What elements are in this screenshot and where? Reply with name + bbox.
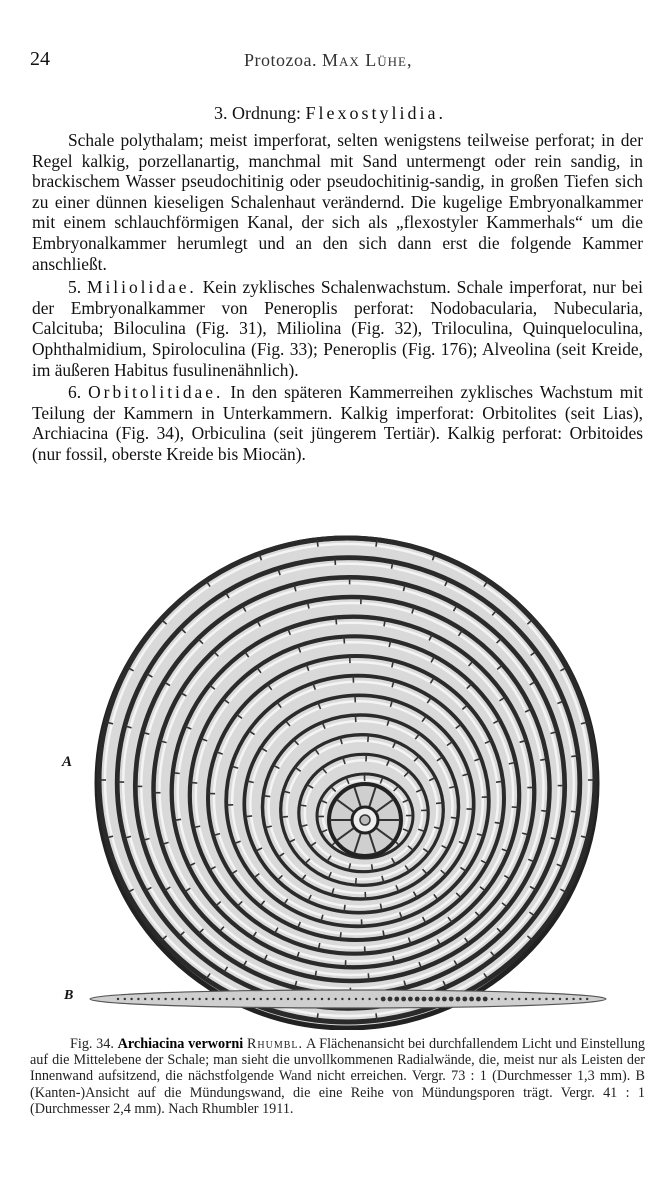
- radial-wall: [263, 796, 270, 797]
- running-head: [30, 48, 630, 72]
- radial-wall: [436, 803, 443, 804]
- running-author: Max Lühe,: [321, 50, 413, 70]
- aperture-pore: [362, 998, 364, 1000]
- radial-wall: [372, 864, 373, 871]
- aperture-pore: [545, 998, 547, 1000]
- radial-wall: [571, 811, 578, 812]
- caption-figure-number: Fig. 34.: [70, 1036, 114, 1052]
- caption-text: A Flächenansicht bei durchfallendem Licht und Einstellung auf die Mittelebene der Schale; man sieht die unvollkommenen Radialwände, die, meist nur als Leisten der Innenwand aufsitzend, die nächstfolgende Wand nicht erreichen. Vergr. 73 : 1 (Durchmesser 1,3 mm). B (Kanten-)Ansicht auf die Mündungswand, die eine Reihe von Mündungsporen trägt. Vergr. 41 : 1 (Durchmesser 2,4 mm). Nach Rhumbler 1911.: [30, 1036, 646, 1117]
- aperture-pore: [572, 998, 574, 1000]
- aperture-pore: [294, 998, 296, 1000]
- aperture-pore: [253, 998, 255, 1000]
- aperture-pore: [239, 998, 241, 1000]
- section-name: Flexostylidia.: [305, 103, 446, 123]
- aperture-pore: [205, 998, 207, 1000]
- aperture-pore: [449, 997, 454, 1002]
- section-number: 3.: [214, 103, 228, 123]
- aperture-pore: [273, 998, 275, 1000]
- miliolidae-text: Kein zyklisches Schalenwachstum. Schale imperforat, nur bei der Embryonalkammer von Peneroplis perforat: Nodobacularia, Nubecularia, Calcituba; Biloculina (Fig. 31), Miliolina (Fig. 32), Triloculina, Quinqueloculina, Ophthalmidium, Spiroloculina (Fig. 33); Peneroplis (Fig. 176); Alveolina (seit Kreide, im äußeren Habitus fusulinenähnlich).: [32, 277, 643, 380]
- aperture-pore: [435, 997, 440, 1002]
- aperture-pore: [151, 998, 153, 1000]
- aperture-pore: [144, 998, 146, 1000]
- aperture-pore: [117, 998, 119, 1000]
- aperture-pore: [394, 997, 399, 1002]
- aperture-pore: [226, 998, 228, 1000]
- aperture-pore: [388, 997, 393, 1002]
- radial-wall: [356, 878, 357, 885]
- aperture-pore: [171, 998, 173, 1000]
- running-title-subject: Protozoa.: [244, 50, 317, 70]
- radial-wall: [496, 781, 503, 782]
- radial-wall: [281, 817, 288, 818]
- family-name-orbitolitidae: Orbitolitidae.: [88, 382, 224, 403]
- radial-wall: [571, 756, 578, 757]
- embryonic-chamber-core: [360, 815, 370, 825]
- page-number: 24: [30, 48, 50, 70]
- radial-wall: [541, 811, 548, 812]
- aperture-pore: [525, 998, 527, 1000]
- radial-wall: [245, 816, 252, 817]
- orbitolitidae-text: In den späteren Kammerreihen zyklisches Wachstum mit Teilung der Kammern in Unterkammern. Kalkig imperforat: Orbitolites (seit Lias), Archiacina (Fig. 34), Orbiculina (seit jüngerem Tertiär). Kalkig perforat: Orbitoides (nur fossil, oberste Kreide bis Miocän).: [32, 382, 643, 464]
- aperture-pore: [341, 998, 343, 1000]
- aperture-pore: [178, 998, 180, 1000]
- aperture-pore: [579, 998, 581, 1000]
- aperture-pore: [260, 998, 262, 1000]
- radial-wall: [173, 773, 180, 774]
- radial-wall: [190, 783, 197, 784]
- aperture-pore: [192, 998, 194, 1000]
- aperture-pore: [498, 998, 500, 1000]
- aperture-pore: [456, 997, 461, 1002]
- radial-wall: [317, 1013, 318, 1020]
- paragraph-orbitolitidae: [32, 382, 643, 464]
- shell-face-view-drawing: [85, 525, 615, 1030]
- radial-wall: [174, 819, 181, 820]
- radial-wall: [368, 735, 369, 742]
- radial-wall: [376, 1013, 377, 1020]
- aperture-pore: [532, 998, 534, 1000]
- aperture-pore: [415, 997, 420, 1002]
- section-label: Ordnung:: [232, 103, 301, 123]
- aperture-pore: [328, 998, 330, 1000]
- aperture-pore: [401, 997, 406, 1002]
- aperture-pore: [280, 998, 282, 1000]
- aperture-pore: [408, 997, 413, 1002]
- aperture-pore: [348, 998, 350, 1000]
- paragraph-order-description: Schale polythalam; meist imperforat, selten wenigstens teilweise perforat; in der Regel kalkig, porzellanartig, manchmal mit Sand untermengt oder rein sandig, in brackischem Wasser pseudochitinig oder pseudochitinig-sandig, in großen Tiefen sich zu einer dünnen kieseligen Schalenhaut verändernd. Die kugelige Embryonalkammer mit einem schlauchförmigen Kanal, der sich als „flexostyler Kammerhals“ um die Embryonalkammer herumlegt und an den sich dann erst die folgende Kammer anschließt.: [32, 130, 643, 274]
- aperture-pore: [469, 997, 474, 1002]
- aperture-pore: [219, 998, 221, 1000]
- family-name-miliolidae: Miliolidae.: [86, 277, 197, 298]
- radial-wall: [340, 932, 341, 939]
- body-text: [32, 130, 643, 465]
- aperture-pore: [511, 998, 513, 1000]
- aperture-pore: [375, 998, 377, 1000]
- family-number: 5.: [68, 277, 82, 298]
- figure-label-b: B: [64, 988, 74, 1003]
- aperture-pore: [422, 997, 427, 1002]
- aperture-pore: [307, 998, 309, 1000]
- radial-wall: [336, 618, 337, 625]
- aperture-pore: [483, 997, 488, 1002]
- shell-edge-view-illustration: [88, 986, 608, 1012]
- radial-wall: [512, 807, 519, 808]
- aperture-pore: [198, 998, 200, 1000]
- aperture-pore: [266, 998, 268, 1000]
- radial-wall: [344, 905, 345, 912]
- running-title: [244, 50, 412, 71]
- aperture-pore: [137, 998, 139, 1000]
- aperture-pore: [158, 998, 160, 1000]
- aperture-pore: [355, 998, 357, 1000]
- aperture-pore: [124, 998, 126, 1000]
- figure-caption: [30, 1036, 645, 1117]
- radial-wall: [451, 817, 458, 818]
- figure-label-a: A: [62, 754, 73, 770]
- aperture-pore: [164, 998, 166, 1000]
- radial-wall: [376, 540, 377, 547]
- radial-wall: [540, 759, 547, 760]
- paragraph-miliolidae: [32, 277, 643, 380]
- aperture-pore: [566, 998, 568, 1000]
- aperture-pore: [552, 998, 554, 1000]
- aperture-pore: [476, 997, 481, 1002]
- radial-wall: [368, 973, 369, 980]
- section-heading: [0, 103, 660, 124]
- aperture-pore: [300, 998, 302, 1000]
- aperture-pore: [334, 998, 336, 1000]
- aperture-pore: [321, 998, 323, 1000]
- aperture-pore: [462, 997, 467, 1002]
- archiacina-shell-illustration: [85, 525, 615, 1030]
- caption-author: Rhumbl.: [246, 1036, 304, 1052]
- radial-wall: [299, 805, 306, 806]
- aperture-pore: [246, 998, 248, 1000]
- aperture-pore: [491, 998, 493, 1000]
- aperture-pore: [185, 998, 187, 1000]
- radial-wall: [317, 540, 318, 547]
- aperture-pore: [504, 998, 506, 1000]
- aperture-pore: [428, 997, 433, 1002]
- aperture-pore: [130, 998, 132, 1000]
- aperture-pore: [368, 998, 370, 1000]
- aperture-pore: [381, 997, 386, 1002]
- aperture-pore: [232, 998, 234, 1000]
- aperture-pore: [442, 997, 447, 1002]
- aperture-pore: [314, 998, 316, 1000]
- edge-outline: [90, 990, 606, 1008]
- aperture-pore: [538, 998, 540, 1000]
- aperture-pore: [586, 998, 588, 1000]
- family-number: 6.: [68, 382, 82, 403]
- aperture-pore: [212, 998, 214, 1000]
- aperture-pore: [518, 998, 520, 1000]
- aperture-pore: [559, 998, 561, 1000]
- shell-edge-view-drawing: [88, 986, 608, 1012]
- caption-species: Archiacina verworni: [117, 1036, 244, 1052]
- aperture-pore: [287, 998, 289, 1000]
